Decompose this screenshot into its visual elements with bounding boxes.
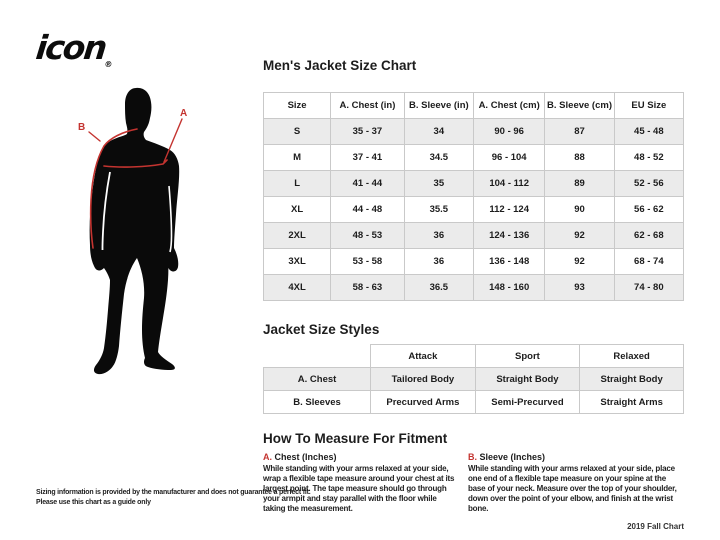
- cell: 34.5: [404, 145, 473, 171]
- cell: 44 - 48: [331, 197, 405, 223]
- column-header: Attack: [371, 345, 476, 368]
- cell: 93: [545, 275, 614, 301]
- size-chart-title: Men's Jacket Size Chart: [263, 58, 417, 73]
- cell: 148 - 160: [473, 275, 544, 301]
- column-header: A. Chest (cm): [473, 93, 544, 119]
- cell: 35: [404, 171, 473, 197]
- chart-content: [263, 58, 684, 531]
- label-b-pointer-line: [89, 132, 100, 141]
- cell: 62 - 68: [614, 223, 683, 249]
- cell: 35.5: [404, 197, 473, 223]
- cell: 92: [545, 223, 614, 249]
- cell: 68 - 74: [614, 249, 683, 275]
- column-header: B. Sleeve (in): [404, 93, 473, 119]
- cell: Tailored Body: [371, 368, 476, 391]
- table-row: [264, 275, 684, 301]
- styles-table-title: Jacket Size Styles: [263, 322, 380, 337]
- column-header: Sport: [475, 345, 580, 368]
- cell: 90: [545, 197, 614, 223]
- cell: 36: [404, 223, 473, 249]
- cell: 48 - 53: [331, 223, 405, 249]
- sizing-disclaimer: [36, 488, 311, 507]
- icon-brand-logo: [34, 28, 116, 69]
- sleeve-heading-text: Sleeve (Inches): [477, 452, 546, 462]
- disclaimer-line-2: Please use this chart as a guide only: [36, 498, 151, 506]
- chest-heading-text: Chest (Inches): [272, 452, 337, 462]
- disclaimer-line-1: Sizing information is provided by the manufacturer and does not guarantee a perfect fit.: [36, 489, 311, 496]
- row-header: A. Chest: [264, 368, 371, 391]
- label-b: B: [78, 122, 86, 133]
- row-header: S: [264, 119, 331, 145]
- column-header: Size: [264, 93, 331, 119]
- cell: Straight Body: [475, 368, 580, 391]
- table-row: [264, 223, 684, 249]
- cell: 89: [545, 171, 614, 197]
- cell: 88: [545, 145, 614, 171]
- cell: 87: [545, 119, 614, 145]
- table-row: [264, 119, 684, 145]
- table-row: [264, 249, 684, 275]
- cell: 136 - 148: [473, 249, 544, 275]
- cell: 92: [545, 249, 614, 275]
- table-row: [264, 171, 684, 197]
- cell: 48 - 52: [614, 145, 683, 171]
- row-header: 4XL: [264, 275, 331, 301]
- cell: 35 - 37: [331, 119, 405, 145]
- table-row: [264, 145, 684, 171]
- cell: 58 - 63: [331, 275, 405, 301]
- how-to-measure-title: How To Measure For Fitment: [263, 431, 448, 446]
- cell: Precurved Arms: [371, 391, 476, 414]
- column-header: A. Chest (in): [331, 93, 405, 119]
- logo-text: icon: [34, 28, 108, 67]
- label-a: A: [180, 108, 188, 119]
- cell: 96 - 104: [473, 145, 544, 171]
- row-header: L: [264, 171, 331, 197]
- row-header: M: [264, 145, 331, 171]
- cell: 36: [404, 249, 473, 275]
- cell: 74 - 80: [614, 275, 683, 301]
- chest-measure-heading: [263, 452, 455, 462]
- column-header: EU Size: [614, 93, 683, 119]
- cell: Semi-Precurved: [475, 391, 580, 414]
- mens-jacket-size-table: [263, 92, 684, 301]
- row-header: B. Sleeves: [264, 391, 371, 414]
- row-header: 2XL: [264, 223, 331, 249]
- sleeve-label-letter: B.: [468, 452, 477, 462]
- cell: 90 - 96: [473, 119, 544, 145]
- cell: 53 - 58: [331, 249, 405, 275]
- registered-trademark-icon: ®: [103, 60, 113, 69]
- cell: 124 - 136: [473, 223, 544, 249]
- table-row: [264, 391, 684, 414]
- cell: 112 - 124: [473, 197, 544, 223]
- cell: 36.5: [404, 275, 473, 301]
- row-header: XL: [264, 197, 331, 223]
- table-row: [264, 197, 684, 223]
- blank-header: [264, 345, 371, 368]
- row-header: 3XL: [264, 249, 331, 275]
- sleeve-measure-heading: [468, 452, 684, 462]
- measurement-figure-illustration: [30, 82, 250, 382]
- cell: 52 - 56: [614, 171, 683, 197]
- cell: 41 - 44: [331, 171, 405, 197]
- table-row: [264, 368, 684, 391]
- cell: 56 - 62: [614, 197, 683, 223]
- column-header: Relaxed: [580, 345, 684, 368]
- cell: 104 - 112: [473, 171, 544, 197]
- cell: 34: [404, 119, 473, 145]
- jacket-size-styles-table: [263, 344, 684, 414]
- sleeve-measure-body: While standing with your arms relaxed at your side, place one end of a flexible tape measure on your spine at the base of your neck. Measure over the top of your shoulder, down over the point of your elbow, and finish at the wrist bone.: [468, 464, 677, 513]
- chart-version-label: 2019 Fall Chart: [627, 522, 684, 531]
- chest-measure-body: While standing with your arms relaxed at your side, wrap a flexible tape measure around your chest at its largest point. The tape measure should go through your armpit and stay parallel with the floor while taking the measurement.: [263, 464, 455, 513]
- cell: Straight Arms: [580, 391, 684, 414]
- column-header: B. Sleeve (cm): [545, 93, 614, 119]
- chest-label-letter: A.: [263, 452, 272, 462]
- header-row: [264, 345, 684, 368]
- cell: 45 - 48: [614, 119, 683, 145]
- header-row: [264, 93, 684, 119]
- cell: 37 - 41: [331, 145, 405, 171]
- cell: Straight Body: [580, 368, 684, 391]
- sleeve-measure-section: [468, 452, 684, 514]
- chest-measure-section: [263, 452, 455, 514]
- measure-instructions: [263, 452, 684, 514]
